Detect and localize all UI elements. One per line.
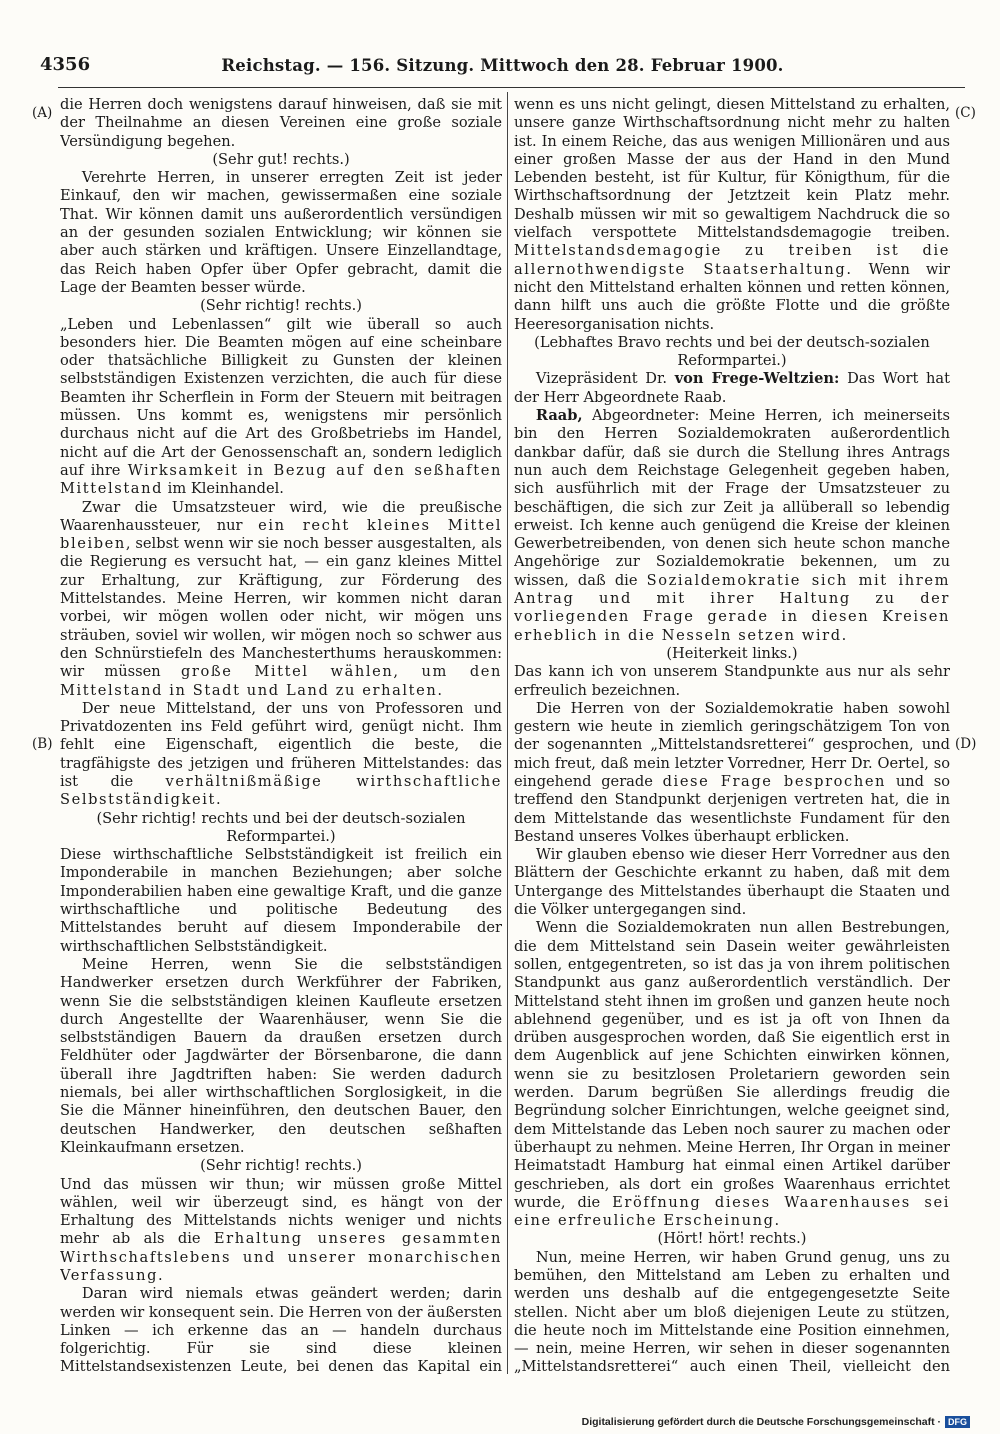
right-column — [514, 96, 950, 1374]
paragraph — [60, 700, 502, 810]
paragraph — [514, 700, 950, 846]
interjection: (Hört! hört! rechts.) — [657, 1230, 807, 1248]
text-run: Die Herren von der Sozialdemokratie haben sowohl gestern wie heute in ziemlich geringschätzigem Ton von der sogenannten „Mittelstandsretterei“ gesprochen, und mich freut, daß mein letzter Vorredner, Herr Dr. Oertel, so eingehend gerade — [514, 699, 950, 790]
paragraph: Daran wird niemals etwas geändert werden; darin werden wir konsequent sein. Die Herren von der äußersten Linken — ich erkenne das an — handeln durchaus folgerichtig. Für sie sind diese kleinen Mittelstandsexistenzen Leute, bei denen das Kapital ein — [60, 1285, 502, 1374]
paragraph: Verehrte Herren, in unserer erregten Zeit ist jeder Einkauf, den wir machen, gewissermaßen eine soziale That. Wir können damit uns außerordentlich versündigen an der gesunden sozialen Entwicklung; wir können sie aber auch stärken und kräftigen. Unsere Einzellandtage, das Reich haben Opfer über Opfer gebracht, damit die Lage der Beamten besser würde. — [60, 169, 502, 296]
text-run: Vizepräsident Dr. — [535, 370, 675, 388]
text-run: Und das müssen wir thun; wir müssen große Mittel wählen, weil wir überzeugt sind, es hängt von der Erhaltung des Mittelstands nichts weniger und nichts mehr ab als die — [60, 1175, 502, 1248]
text-run: Abgeordneter: Meine Herren, ich meinerseits bin den Herren Sozialdemokraten außerordentlich dankbar dafür, daß sie durch die Stellung ihres Antrags nun auch dem Reichstage Gelegenheit gegeben haben, sich ausführlich mit der Frage der Umsatzsteuer zu beschäftigen, die sich zur Zeit ja allüberall so lebendig erweist. Ich kenne auch genügend die Kreise der kleinen Gewerbetreibenden, von denen sich heute schon manche Angehörige zur Sozialdemokratie bekennen, um zu wissen, daß die — [514, 407, 950, 589]
paragraph: Diese wirthschaftliche Selbstständigkeit ist freilich ein Imponderabile in manchen Beziehungen; aber solche Imponderabilien haben eine gewaltige Kraft, und die ganze wirthschaftliche und politische Bedeutung des Mittelstandes beruht auf diesem Imponderabile der wirthschaftlichen Selbstständigkeit. — [60, 846, 502, 955]
spaced-emphasis: Eröffnung dieses Waarenhauses sei eine erfreuliche Erscheinung. — [514, 1193, 950, 1230]
text-run: , selbst wenn wir sie noch besser ausgestalten, als die Regierung es versucht hat, — ein ganz kleines Mittel zur Erhaltung, zur Kräftigung, zur Förderung des Mittelstandes. Meine Herren, wir kommen nicht daran vorbei, wir mögen wollen oder nicht, wir mögen uns sträuben, soviel wir wollen, wir mögen noch so schwer aus den Schnürstiefeln des Manchesterthums herauskommen: wir müssen — [60, 535, 502, 681]
digitization-credit — [582, 1414, 970, 1430]
paragraph: Nun, meine Herren, wir haben Grund genug, uns zu bemühen, den Mittelstand am Leben zu erhalten und werden uns deshalb auf die entgegengesetzte Seite stellen. Nicht aber um bloß diejenigen Leute zu stützen, die heute noch im Mittelstande eine Position einnehmen, — nein, meine Herren, wir sehen in dieser sogenannten „Mittelstandsretterei“ auch einen Theil, vielleicht den — [514, 1248, 950, 1374]
credit-text: Digitalisierung gefördert durch die Deutsche Forschungsgemeinschaft · — [581, 1416, 941, 1428]
interjection: (Sehr gut! rechts.) — [212, 150, 350, 168]
text-run: Das Wort hat der Herr Abgeordnete Raab. — [514, 370, 950, 406]
left-column — [60, 96, 502, 1374]
paragraph — [514, 919, 950, 1230]
spaced-emphasis: große Mittel wählen, um den Mittelstand in Stadt und Land zu erhalten. — [60, 663, 502, 699]
paragraph — [60, 499, 502, 700]
paragraph: Wir glauben ebenso wie dieser Herr Vorredner aus den Blättern der Geschichte erkannt zu haben, daß mit dem Untergange des Mittelstandes überhaupt die Staaten und die Völker untergegangen sind. — [514, 846, 950, 919]
margin-marker-d: (D) — [955, 736, 977, 752]
text-run: Wenn wir nicht den Mittelstand erhalten können und retten können, dann hilft uns auch die größte Flotte und die größte Heeresorganisation nichts. — [514, 260, 950, 333]
text-run: „Leben und Lebenlassen“ gilt wie überall so auch besonders hier. Die Beamten mögen auf eine scheinbare oder thatsächliche Billigkeit zu Gunsten der kleinen selbstständigen Existenzen verzichten, die auch für diese Beamten ihr Scherflein in Form der Steuern mit beitragen müssen. Uns kommt es, wenigstens mir persönlich durchaus nicht auf die Art des Großbetriebs im Handel, nicht auf die Art der Genossenschaft an, sondern lediglich auf ihre — [60, 315, 502, 479]
spaced-emphasis: Erhaltung unseres gesammten Wirthschaftslebens und unserer monarchischen Verfassung. — [60, 1230, 502, 1284]
spaced-emphasis: Mittelstandsdemagogie zu treiben ist die allernothwendigste Staatserhaltung. — [514, 242, 950, 278]
text-run: Der neue Mittelstand, der uns von Professoren und Privatdozenten ins Feld geführt wird, genügt nicht. Ihm fehlt eine Eigenschaft, eigentlich die beste, die tragfähigste des jetzigen und früheren Mittelstandes: das ist die — [60, 699, 502, 790]
paragraph — [514, 96, 950, 334]
text-run: und so treffend den Standpunkt derjenigen vertreten hat, die in dem Mittelstande das wesentlichste Fundament für den Bestand unseres Volkes überhaupt erblicken. — [514, 772, 950, 845]
paragraph — [60, 1176, 502, 1286]
page-header — [40, 52, 965, 84]
header-rule — [58, 87, 965, 88]
text-run: wenn es uns nicht gelingt, diesen Mittelstand zu erhalten, unsere ganze Wirthschaftsordnung nicht mehr zu halten ist. In einem Reiche, das aus wenigen Millionären und aus einer großen Masse der aus der Hand in den Mund Lebenden besteht, ist für Kultur, für Königthum, für die Wirthschaftsordnung der Jetztzeit kein Platz mehr. Deshalb müssen wir mit so gewaltigem Nachdruck die so vielfach verspottete Mittelstandsdemagogie treiben. — [514, 96, 950, 242]
margin-marker-b: (B) — [32, 736, 53, 752]
speaker-name: Raab, — [535, 407, 583, 425]
paragraph — [514, 370, 950, 407]
interjection: (Sehr richtig! rechts.) — [200, 1157, 362, 1175]
spaced-emphasis: Wirksamkeit in Bezug auf den seßhaften Mittelstand — [60, 461, 502, 498]
paragraph: Meine Herren, wenn Sie die selbstständigen Handwerker ersetzen durch Werkführer der Fabriken, wenn Sie die selbstständigen kleinen Kaufleute ersetzen durch Angestellte der Waarenhäuser, wenn Sie die selbstständigen Bauern da draußen ersetzen durch Feldhüter oder Jagdwärter der Börsenbarone, die dann überall ihre Jagdtriften haben: Sie werden dadurch niemals, bei aller wirthschaftlichen Sorglosigkeit, in die Sie die Männer hineinführen, den deutschen Bauer, den deutschen Handwerker, den deutschen seßhaften Kleinkaufmann ersetzen. — [60, 955, 502, 1156]
text-run: im Kleinhandel. — [163, 480, 284, 498]
paragraph: die Herren doch wenigstens darauf hinweisen, daß sie mit der Theilnahme an diesen Vereinen eine große soziale Versündigung begehen. — [60, 96, 502, 150]
text-run: Wenn die Sozialdemokraten nun allen Bestrebungen, die dem Mittelstand sein Dasein weiter gewährleisten sollen, entgegentreten, so ist das ja von ihrem politischen Standpunkt aus ganz außerordentlich verständlich. Der Mittelstand steht ihnen im großen und ganzen heute noch ablehnend gegenüber, und es ist ja oft von Ihnen da drüben ausgesprochen worden, daß Sie eigentlich erst in dem Augenblick auf jene Schichten einwirken können, wenn sie zu besitzlosen Proletariern geworden sein werden. Darum begrüßen Sie allerdings freudig die Begründung solcher Einrichtungen, welche geeignet sind, dem Mittelstande das Leben noch saurer zu machen oder überhaupt zu nehmen. Meine Herren, Ihr Organ in meiner Heimatstadt Hamburg hat einmal einen Artikel darüber geschrieben, als dort ein großes Waarenhaus errichtet wurde, die — [514, 919, 950, 1211]
interjection: (Sehr richtig! rechts und bei der deutsch-sozialen Reformpartei.) — [96, 809, 466, 845]
margin-marker-a: (A) — [32, 105, 53, 121]
spaced-emphasis: ein recht kleines Mittel bleiben — [60, 516, 502, 553]
running-title: Reichstag. — 156. Sitzung. Mittwoch den 28. Februar 1900. — [221, 56, 784, 75]
text-run: Zwar die Umsatzsteuer wird, wie die preußische Waarenhaussteuer, nur — [60, 498, 502, 534]
interjection: (Heiterkeit links.) — [666, 644, 798, 662]
paragraph: Das kann ich von unserem Standpunkte aus nur als sehr erfreulich bezeichnen. — [514, 663, 950, 699]
spaced-emphasis: Sozialdemokratie sich mit ihrem Antrag und mit ihrer Haltung zu der vorliegenden Frage gerade in diesen Kreisen erheblich in die Nesseln setzen wird. — [514, 571, 950, 644]
margin-marker-c: (C) — [955, 105, 976, 121]
paragraph — [60, 316, 502, 499]
spaced-emphasis: diese Frage besprochen — [662, 772, 887, 790]
paragraph — [514, 407, 950, 645]
page-number: 4356 — [40, 54, 91, 75]
interjection: (Lebhaftes Bravo rechts und bei der deutsch-sozialen Reformpartei.) — [534, 333, 930, 370]
column-divider — [507, 92, 508, 1374]
speaker-name: von Frege-Weltzien: — [674, 370, 840, 388]
interjection: (Sehr richtig! rechts.) — [200, 297, 362, 315]
dfg-logo: DFG — [945, 1416, 970, 1428]
spaced-emphasis: verhältnißmäßige wirthschaftliche Selbstständigkeit. — [60, 772, 502, 809]
